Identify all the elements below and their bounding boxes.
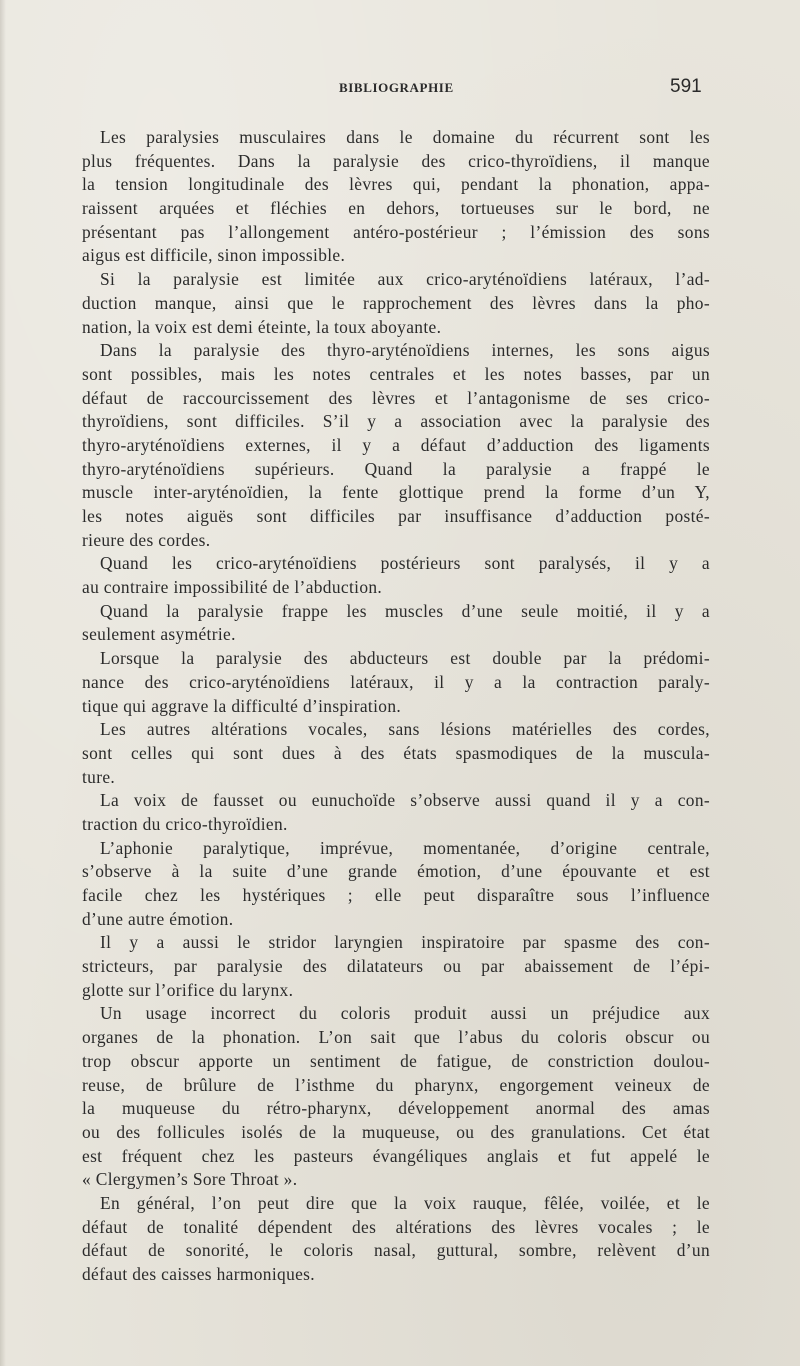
text-line: au contraire impossibilité de l’abduction. [82,577,383,598]
text-line: Dans la paralysie des thyro-aryténoïdiens internes, les sons aigus [100,340,710,361]
text-line: Les paralysies musculaires dans le domaine du récurrent sont les [100,127,710,147]
text-line: sont possibles, mais les notes centrales et les notes basses, par un [82,363,710,384]
text-line: muscle inter-aryténoïdien, la fente glottique prend la forme d’un Y, [82,482,710,503]
text-line: Quand la paralysie frappe les muscles d’une seule moitié, il y a [100,600,710,621]
running-title: BIBLIOGRAPHIE [339,80,454,95]
text-line: tique qui aggrave la difficulté d’inspiration. [82,695,402,716]
text-line: Les autres altérations vocales, sans lésions matérielles des cordes, [100,719,710,740]
text-line: thyro-aryténoïdiens supérieurs. Quand la paralysie a frappé le [82,458,710,479]
text-line: duction manque, ainsi que le rapprochement des lèvres dans la pho- [82,292,710,313]
text-line: la tension longitudinale des lèvres qui, pendant la phonation, appa- [82,174,710,195]
text-line: ture. [82,766,116,787]
page-number: 591 [670,76,702,97]
text-line: seulement asymétrie. [82,624,236,645]
text-line: thyroïdiens, sont difficiles. S’il y a association avec la paralysie des [82,411,710,432]
text-line: défaut des caisses harmoniques. [82,1264,315,1284]
text-line: traction du crico-thyroïdien. [82,813,288,834]
text-line: est fréquent chez les pasteurs évangéliques anglais et fut appelé le [82,1145,710,1166]
text-line: Un usage incorrect du coloris produit aussi un préjudice aux [100,1003,710,1024]
text-line: défaut de tonalité dépendent des altérations des lèvres vocales ; le [82,1216,710,1237]
text-line: nance des crico-aryténoïdiens latéraux, il y a la contraction paraly- [82,671,710,692]
text-line: présentant pas l’allongement antéro-postérieur ; l’émission des sons [82,221,710,242]
text-line: défaut de raccourcissement des lèvres et l’antagonisme de ses crico- [82,387,710,408]
text-line: s’observe à la suite d’une grande émotion, d’une épouvante et est [82,861,710,882]
text-line: reuse, de brûlure de l’isthme du pharynx, engorgement veineux de [82,1074,710,1095]
text-line: glotte sur l’orifice du larynx. [82,979,294,1000]
text-line: nation, la voix est demi éteinte, la toux aboyante. [82,316,442,337]
page-binding-edge [0,0,6,1366]
text-line: organes de la phonation. L’on sait que l’abus du coloris obscur ou [82,1027,710,1048]
text-line: d’une autre émotion. [82,908,234,929]
text-line: Il y a aussi le stridor laryngien inspiratoire par spasme des con- [100,932,710,953]
text-line: rieure des cordes. [82,529,211,550]
text-line: défaut de sonorité, le coloris nasal, guttural, sombre, relèvent d’un [82,1240,710,1261]
text-line: « Clergymen’s Sore Throat ». [82,1169,298,1190]
text-line: Quand les crico-aryténoïdiens postérieurs sont paralysés, il y a [100,553,710,574]
text-line: plus fréquentes. Dans la paralysie des crico-thyroïdiens, il manque [82,150,710,171]
text-line: aigus est difficile, sinon impossible. [82,245,346,266]
body-text [82,126,710,1287]
text-line: thyro-aryténoïdiens externes, il y a défaut d’adduction des ligaments [82,434,710,455]
text-line: stricteurs, par paralysie des dilatateurs ou par abaissement de l’épi- [82,956,710,977]
text-line: La voix de fausset ou eunuchoïde s’observe aussi quand il y a con- [100,790,710,811]
text-line: raissent arquées et fléchies en dehors, tortueuses sur le bord, ne [82,198,710,219]
text-line: Lorsque la paralysie des abducteurs est double par la prédomi- [100,648,710,669]
text-line: trop obscur apporte un sentiment de fatigue, de constriction doulou- [82,1050,710,1071]
text-line: Si la paralysie est limitée aux crico-aryténoïdiens latéraux, l’ad- [100,269,710,290]
text-line: les notes aiguës sont difficiles par insuffisance d’adduction posté- [82,506,710,526]
text-line: facile chez les hystériques ; elle peut disparaître sous l’influence [82,885,710,905]
text-line: sont celles qui sont dues à des états spasmodiques de la muscula- [82,742,710,763]
text-line: L’aphonie paralytique, imprévue, momentanée, d’origine centrale, [100,837,710,858]
text-line: ou des follicules isolés de la muqueuse, ou des granulations. Cet état [82,1121,710,1142]
page-header [0,76,800,106]
text-line: En général, l’on peut dire que la voix rauque, fêlée, voilée, et le [100,1192,710,1213]
text-line: la muqueuse du rétro-pharynx, développement anormal des amas [82,1098,710,1119]
